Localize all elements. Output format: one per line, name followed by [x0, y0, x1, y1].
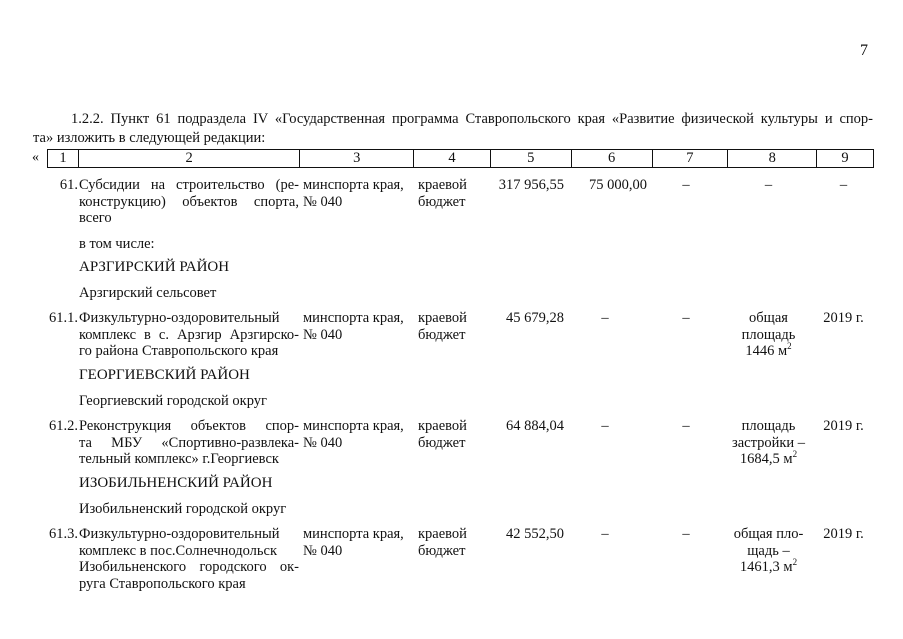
executor-line: № 040	[303, 193, 343, 210]
superscript: 2	[792, 449, 798, 460]
source-line: бюджет	[418, 542, 466, 559]
row-61-2-col7: –	[682, 418, 690, 434]
row-61-executor	[303, 177, 415, 210]
page-number: 7	[860, 42, 868, 59]
row-61-2-col5: 64 884,04	[506, 418, 564, 434]
header-col-3: 3	[299, 150, 413, 167]
row-61-1-name	[79, 310, 299, 360]
table-header-row	[47, 149, 874, 168]
executor-line: № 040	[303, 326, 343, 343]
executor-line: № 040	[303, 542, 343, 559]
source-line: краевой	[418, 177, 467, 193]
row-61-1-num: 61.1.	[49, 310, 78, 326]
row-61-col7: –	[682, 177, 690, 193]
row-61-1-col9: 2019 г.	[823, 310, 864, 326]
name-line: та МБУ «Спортивно-развлека-	[79, 434, 299, 451]
opening-quote: «	[32, 150, 39, 165]
source-line: краевой	[418, 310, 467, 326]
row-61-2-executor	[303, 418, 415, 451]
row-61-name-line: конструкцию) объектов спорта,	[79, 193, 299, 210]
header-col-9: 9	[816, 150, 873, 167]
row-61-3-executor	[303, 526, 415, 559]
row-61-3-col6: –	[601, 526, 609, 542]
executor-line: минспорта края,	[303, 177, 404, 193]
row-61-2-col6: –	[601, 418, 609, 434]
row-61-1-executor	[303, 310, 415, 343]
row-61-2-col8	[724, 418, 813, 468]
executor-line: № 040	[303, 434, 343, 451]
row-61-name-line: всего	[79, 210, 112, 226]
superscript: 2	[792, 557, 798, 568]
executor-line: минспорта края,	[303, 526, 404, 542]
row-61-1-col6: –	[601, 310, 609, 326]
superscript: 2	[787, 341, 792, 352]
name-line: го района Ставропольского края	[79, 343, 279, 359]
name-line: руга Ставропольского края	[79, 575, 246, 592]
executor-line: минспорта края,	[303, 418, 404, 434]
area-value: 1446 м	[745, 343, 788, 359]
row-61-3-col8	[724, 526, 813, 576]
col8-line: застройки –	[731, 434, 806, 451]
name-line: комплекс в с. Арзгир Арзгирско-	[79, 326, 299, 343]
intro-line-1: 1.2.2. Пункт 61 подраздела IV «Государственная программа Ставропольского края «Развитие физической культуры и спор-	[71, 111, 873, 127]
row-61-3-num: 61.3.	[49, 526, 78, 542]
header-col-2: 2	[78, 150, 299, 167]
including-label: в том числе:	[79, 236, 155, 252]
row-61-2-num: 61.2.	[49, 418, 78, 434]
row-61-name-line: Субсидии на строительство (ре-	[79, 177, 299, 193]
col8-line	[724, 559, 813, 576]
row-61-col6: 75 000,00	[589, 177, 647, 193]
row-61-col5: 317 956,55	[498, 177, 564, 193]
col8-line: площадь	[741, 418, 796, 434]
col8-line: общая пло-	[733, 526, 804, 542]
source-line: бюджет	[418, 193, 466, 210]
header-col-5: 5	[490, 150, 571, 167]
intro-paragraph	[33, 110, 873, 148]
row-61-3-col7: –	[682, 526, 690, 542]
header-col-1: 1	[59, 150, 67, 166]
row-61-3-name	[79, 526, 299, 592]
district-heading: ИЗОБИЛЬНЕНСКИЙ РАЙОН	[79, 475, 273, 491]
header-col-7: 7	[652, 150, 728, 167]
name-line: Реконструкция объектов спор-	[79, 418, 299, 434]
row-61-1-col7: –	[682, 310, 690, 326]
executor-line: минспорта края,	[303, 310, 404, 326]
col8-line: общая	[749, 310, 788, 326]
row-61-2-col9: 2019 г.	[823, 418, 864, 434]
area-value: 1684,5 м	[739, 451, 793, 467]
subdistrict-label: Арзгирский сельсовет	[79, 285, 217, 301]
col8-line	[724, 451, 813, 468]
district-heading: ГЕОРГИЕВСКИЙ РАЙОН	[79, 367, 250, 383]
name-line: тельный комплекс» г.Георгиевск	[79, 451, 279, 467]
header-col-6: 6	[571, 150, 652, 167]
row-61-1-col5: 45 679,28	[506, 310, 564, 326]
row-61-3-col9: 2019 г.	[823, 526, 864, 542]
subdistrict-label: Изобильненский городской округ	[79, 501, 287, 517]
col8-line: площадь	[741, 326, 796, 343]
intro-line-2: та» изложить в следующей редакции:	[33, 130, 266, 146]
row-61-2-name	[79, 418, 299, 468]
row-61-num: 61.	[59, 177, 78, 193]
row-61-col9: –	[839, 177, 848, 193]
name-line: Физкультурно-оздоровительный	[79, 310, 280, 326]
header-col-4: 4	[413, 150, 490, 167]
source-line: бюджет	[418, 326, 466, 343]
row-61-1-col8	[724, 310, 813, 360]
area-value: 1461,3 м	[739, 559, 793, 575]
header-col-8: 8	[727, 150, 816, 167]
name-line: Физкультурно-оздоровительный	[79, 526, 280, 542]
source-line: краевой	[418, 526, 467, 542]
row-61-col8: –	[764, 177, 773, 193]
name-line: Изобильненского городского ок-	[79, 559, 299, 575]
subdistrict-label: Георгиевский городской округ	[79, 393, 267, 409]
name-line: комплекс в пос.Солнечнодольск	[79, 542, 277, 559]
col8-line: щадь –	[747, 542, 790, 559]
row-61-name	[79, 177, 299, 227]
row-61-3-col5: 42 552,50	[506, 526, 564, 542]
source-line: краевой	[418, 418, 467, 434]
col8-line	[724, 343, 813, 360]
source-line: бюджет	[418, 434, 466, 451]
district-heading: АРЗГИРСКИЙ РАЙОН	[79, 259, 230, 275]
